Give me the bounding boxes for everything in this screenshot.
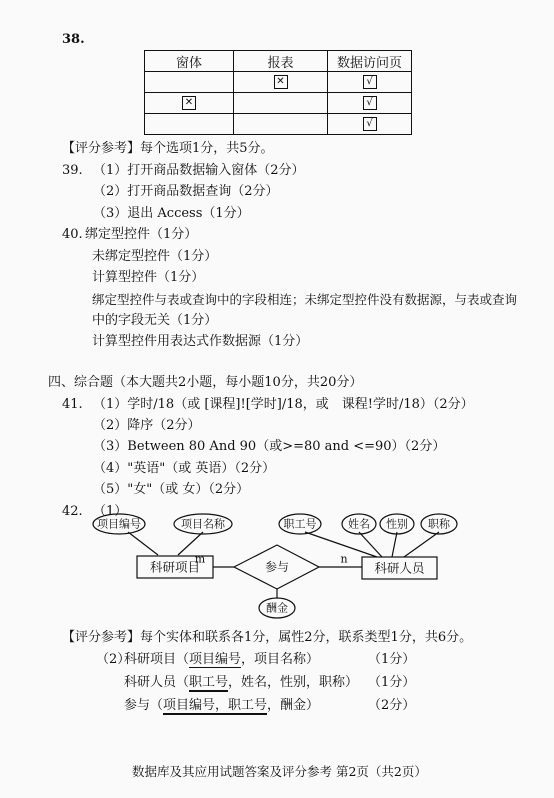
schema-score: （2分）: [368, 698, 416, 713]
schema-line: [124, 698, 319, 714]
attr-connector: [359, 532, 382, 557]
attr-label: 职称: [428, 517, 450, 531]
q39-number: 39.: [62, 163, 83, 178]
q40-line-6: 计算型控件用表达式作数据源（1分）: [92, 334, 309, 349]
q41-item-4: （4）"英语"（或 英语）（2分）: [93, 461, 276, 476]
attr-label: 酬金: [266, 601, 288, 615]
q40-line-5: 中的字段无关（1分）: [92, 313, 218, 328]
q39-item-1: （1）打开商品数据输入窗体（2分）: [93, 163, 305, 178]
cross-box-icon: ✕: [274, 75, 288, 89]
q41-item-2: （2）降序（2分）: [93, 418, 201, 433]
score-ref-42: 【评分参考】每个实体和联系各1分，属性2分，联系类型1分，共6分。: [62, 630, 473, 645]
primary-key: 职工号: [189, 675, 229, 690]
q39-item-3: （3）退出 Access（1分）: [93, 206, 250, 221]
schema-name: 科研人员: [124, 675, 177, 690]
q40-line-2: 未绑定型控件（1分）: [92, 249, 218, 264]
q40-line-1: 绑定型控件（1分）: [85, 227, 198, 242]
schema-rest: ，酬金）: [267, 698, 320, 713]
schema-score: （1分）: [368, 652, 416, 667]
attr-label: 职工号: [283, 517, 317, 531]
schema-open: （: [176, 675, 190, 690]
attr-label: 项目名称: [181, 517, 225, 531]
schema-name: 参与: [124, 698, 151, 713]
schema-open: （: [176, 652, 190, 667]
q41-item-1: （1）学时/18（或 [课程]![学时]/18，或 课程!学时/18）（2分）: [93, 397, 474, 412]
header-cell: 报表: [234, 51, 328, 72]
q40-number: 40.: [62, 227, 83, 242]
section-4-title: 四、综合题（本大题共2小题，每小题10分，共20分）: [48, 375, 363, 390]
q42-part-2-label: （2）: [96, 652, 131, 667]
schema-rest: ，姓名，性别，职称）: [228, 675, 359, 690]
attr-connector: [392, 532, 397, 557]
q40-line-3: 计算型控件（1分）: [92, 270, 205, 285]
schema-line: [124, 675, 358, 691]
q41-item-5: （5）"女"（或 女）（2分）: [93, 482, 250, 497]
q42-part-1-label: （1）: [93, 504, 128, 519]
attr-connector: [128, 532, 158, 555]
q40-line-4: 绑定型控件与表或查询中的字段相连；未绑定型控件没有数据源，与表或查询: [92, 292, 518, 307]
page-footer: 数据库及其应用试题答案及评分参考 第2页（共2页）: [132, 764, 427, 779]
cardinality-m: m: [194, 552, 206, 566]
cross-box-icon: ✕: [182, 96, 196, 110]
check-box-icon: √: [363, 96, 377, 110]
attr-label: 项目编号: [97, 517, 141, 531]
schema-score: （1分）: [368, 675, 416, 690]
q42-number: 42.: [62, 504, 83, 519]
schema-line: [124, 652, 319, 668]
cardinality-n: n: [340, 552, 348, 566]
check-box-icon: √: [363, 75, 377, 89]
q38-number: 38.: [62, 32, 85, 47]
score-ref-38: 【评分参考】每个选项1分，共5分。: [62, 141, 274, 156]
schema-open: （: [150, 698, 164, 713]
q41-number: 41.: [62, 397, 83, 412]
q41-item-3: （3）Between 80 And 90（或>=80 and <=90）（2分）: [93, 439, 446, 454]
primary-key: 项目编号，职工号: [163, 698, 268, 713]
relationship-label: 参与: [264, 560, 290, 574]
attr-label: 性别: [386, 517, 408, 531]
entity-label: 科研人员: [374, 560, 425, 576]
schema-rest: ，项目名称）: [241, 652, 320, 667]
entity-label: 科研项目: [149, 559, 201, 575]
check-box-icon: √: [363, 117, 377, 131]
header-cell: 数据访问页: [328, 51, 412, 72]
header-cell: 窗体: [145, 51, 234, 72]
q39-item-2: （2）打开商品数据查询（2分）: [93, 184, 279, 199]
primary-key: 项目编号: [189, 652, 242, 667]
attr-connector: [404, 532, 439, 557]
attr-label: 姓名: [348, 517, 370, 531]
schema-name: 科研项目: [124, 652, 177, 667]
